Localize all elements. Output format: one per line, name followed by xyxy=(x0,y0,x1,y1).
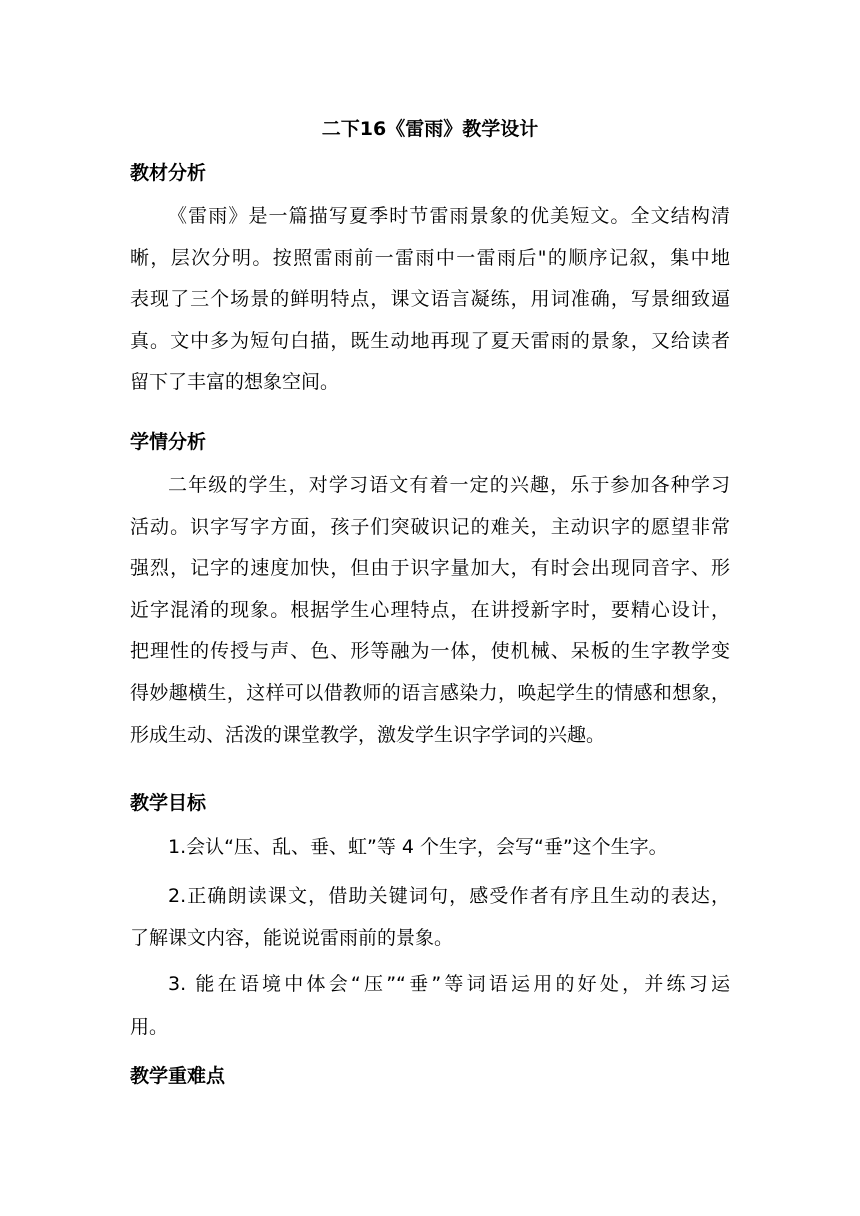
paragraph-line: 真。文中多为短句白描，既生动地再现了夏天雷雨的景象，又给读者 xyxy=(130,329,730,352)
paragraph-line: 用。 xyxy=(130,1016,169,1038)
objective-item-2 xyxy=(130,876,730,959)
section-heading-key-difficulties: 教学重难点 xyxy=(130,1065,226,1087)
paragraph-line: 把理性的传授与声、色、形等融为一体，使机械、呆板的生字教学变 xyxy=(130,640,730,663)
paragraph-line: 3. 能在语境中体会“压”“垂”等词语运用的好处，并练习运 xyxy=(168,973,730,995)
paragraph-line: 得妙趣横生，这样可以借教师的语言感染力，唤起学生的情感和想象， xyxy=(130,681,730,704)
paragraph-line: 近字混淆的现象。根据学生心理特点，在讲授新字时，要精心设计， xyxy=(130,598,730,621)
objective-item-1 xyxy=(130,827,730,869)
section-heading-teaching-objectives: 教学目标 xyxy=(130,792,207,814)
paragraph-line: 二年级的学生，对学习语文有着一定的兴趣，乐于参加各种学习 xyxy=(168,474,730,496)
paragraph-line: 表现了三个场景的鲜明特点，课文语言凝练，用词准确，写景细致逼 xyxy=(130,288,730,311)
paragraph-learner-analysis xyxy=(130,465,730,756)
paragraph-line: 2.正确朗读课文，借助关键词句，感受作者有序且生动的表达， xyxy=(168,885,730,907)
document-title: 二下16《雷雨》教学设计 xyxy=(321,118,539,140)
paragraph-line: 晰，层次分明。按照雷雨前一雷雨中一雷雨后"的顺序记叙，集中地 xyxy=(130,246,730,269)
paragraph-line: 了解课文内容，能说说雷雨前的景象。 xyxy=(130,926,454,949)
objective-item-3 xyxy=(130,964,730,1049)
paragraph-textbook-analysis xyxy=(130,196,730,404)
paragraph-line: 1.会认“压、乱、垂、虹”等 4 个生字，会写“垂”这个生字。 xyxy=(168,836,668,858)
section-heading-learner-analysis: 学情分析 xyxy=(130,431,207,453)
paragraph-line: 留下了丰富的想象空间。 xyxy=(130,371,340,394)
paragraph-line: 《雷雨》是一篇描写夏季时节雷雨景象的优美短文。全文结构清 xyxy=(168,205,730,227)
paragraph-line: 形成生动、活泼的课堂教学，激发学生识字学词的兴趣。 xyxy=(130,723,606,746)
section-heading-textbook-analysis: 教材分析 xyxy=(130,162,207,184)
paragraph-line: 活动。识字写字方面，孩子们突破识记的难关，主动识字的愿望非常 xyxy=(130,515,730,538)
paragraph-line: 强烈，记字的速度加快，但由于识字量加大，有时会出现同音字、形 xyxy=(130,557,730,580)
